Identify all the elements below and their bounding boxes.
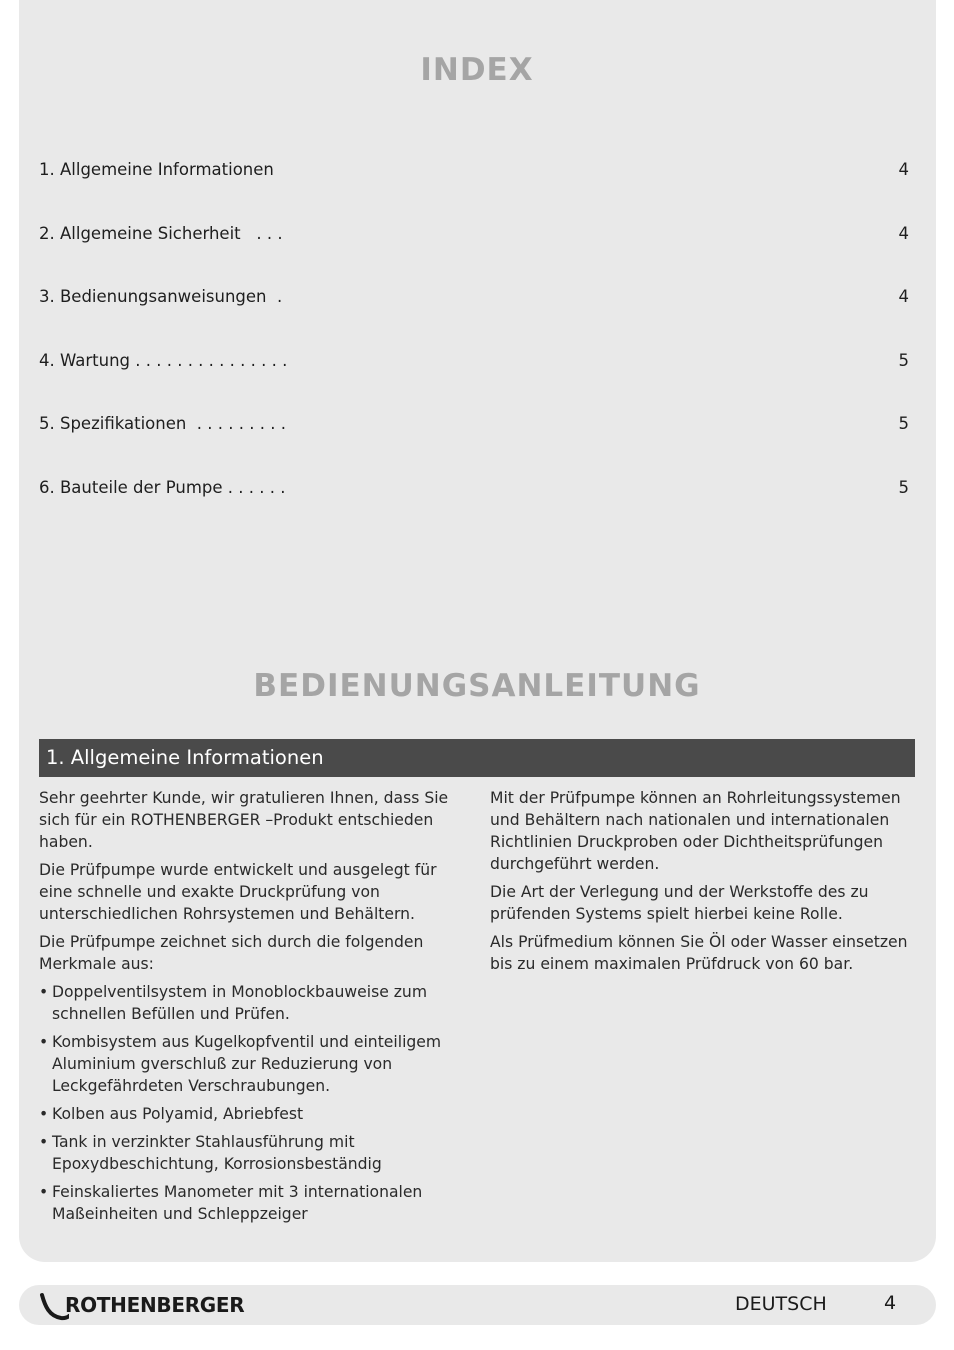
toc-entry-label: 4. Wartung . . . . . . . . . . . . . . .: [39, 351, 288, 370]
page-number: 4: [884, 1292, 897, 1314]
toc-entry: [39, 351, 909, 373]
toc-entry: [39, 414, 909, 436]
toc-entry: [39, 160, 909, 182]
rothenberger-logo: [39, 1290, 299, 1320]
toc-entry-page: 4: [898, 287, 909, 306]
toc-entry-label: 6. Bauteile der Pumpe . . . . . .: [39, 478, 286, 497]
list-item: [39, 1131, 469, 1175]
list-item: [39, 1031, 469, 1097]
list-item-text: Kombisystem aus Kugelkopfventil und einteiligem Aluminium gverschluß zur Reduzierung von Leckgefährdeten Verschraubungen.: [52, 1033, 442, 1095]
right-column: [490, 787, 920, 981]
toc-entry-page: 5: [898, 351, 909, 370]
paragraph: Die Prüfpumpe zeichnet sich durch die folgenden Merkmale aus:: [39, 933, 424, 973]
toc-entry-label: 5. Spezifikationen . . . . . . . . .: [39, 414, 286, 433]
bullet: •: [39, 1183, 49, 1201]
paragraph: Mit der Prüfpumpe können an Rohrleitungssystemen und Behältern nach nationalen und internationalen Richtlinien Druckproben oder Dichtheitsprüfungen durchgeführt werden.: [490, 789, 901, 873]
toc-entry-label: 2. Allgemeine Sicherheit . . .: [39, 224, 283, 243]
list-item-text: Tank in verzinkter Stahlausführung mit Epoxydbeschichtung, Korrosionsbeständig: [52, 1133, 382, 1173]
toc-entry-label: 3. Bedienungsanweisungen .: [39, 287, 283, 306]
paragraph: Sehr geehrter Kunde, wir gratulieren Ihnen, dass Sie sich für ein ROTHENBERGER –Produkt entschieden haben.: [39, 789, 449, 851]
list-item-text: Kolben aus Polyamid, Abriebfest: [52, 1105, 304, 1123]
list-item: [39, 1103, 469, 1125]
bullet: •: [39, 983, 49, 1001]
toc-entry-page: 5: [898, 478, 909, 497]
list-item: [39, 1181, 469, 1225]
toc-entry: [39, 287, 909, 309]
manual-title: BEDIENUNGSANLEITUNG: [253, 668, 701, 704]
toc-entry: [39, 224, 909, 246]
logo-text: ROTHENBERGER: [65, 1293, 245, 1317]
toc-entry-page: 5: [898, 414, 909, 433]
bullet: •: [39, 1033, 49, 1051]
paragraph: Die Prüfpumpe wurde entwickelt und ausgelegt für eine schnelle und exakte Druckprüfung von unterschiedlichen Rohrsystemen und Behältern.: [39, 861, 437, 923]
language-label: DEUTSCH: [735, 1293, 827, 1315]
left-column: [39, 787, 469, 1231]
list-item-text: Feinskaliertes Manometer mit 3 internationalen Maßeinheiten und Schleppzeiger: [52, 1183, 423, 1223]
section-title: 1. Allgemeine Informationen: [46, 746, 324, 769]
toc-entry: [39, 478, 909, 500]
list-item-text: Doppelventilsystem in Monoblockbauweise zum schnellen Befüllen und Prüfen.: [52, 983, 428, 1023]
footer-bar: [19, 1285, 936, 1325]
toc-entry-label: 1. Allgemeine Informationen: [39, 160, 274, 179]
bullet: •: [39, 1133, 49, 1151]
toc-entry-page: 4: [898, 160, 909, 179]
paragraph: Als Prüfmedium können Sie Öl oder Wasser einsetzen bis zu einem maximalen Prüfdruck von 60 bar.: [490, 933, 908, 973]
feature-list: [39, 981, 469, 1225]
section-header: [39, 739, 915, 777]
bullet: •: [39, 1105, 49, 1123]
index-title: INDEX: [420, 52, 534, 88]
toc-entry-page: 4: [898, 224, 909, 243]
paragraph: Die Art der Verlegung und der Werkstoffe des zu prüfenden Systems spielt hierbei keine Rolle.: [490, 883, 869, 923]
list-item: [39, 981, 469, 1025]
